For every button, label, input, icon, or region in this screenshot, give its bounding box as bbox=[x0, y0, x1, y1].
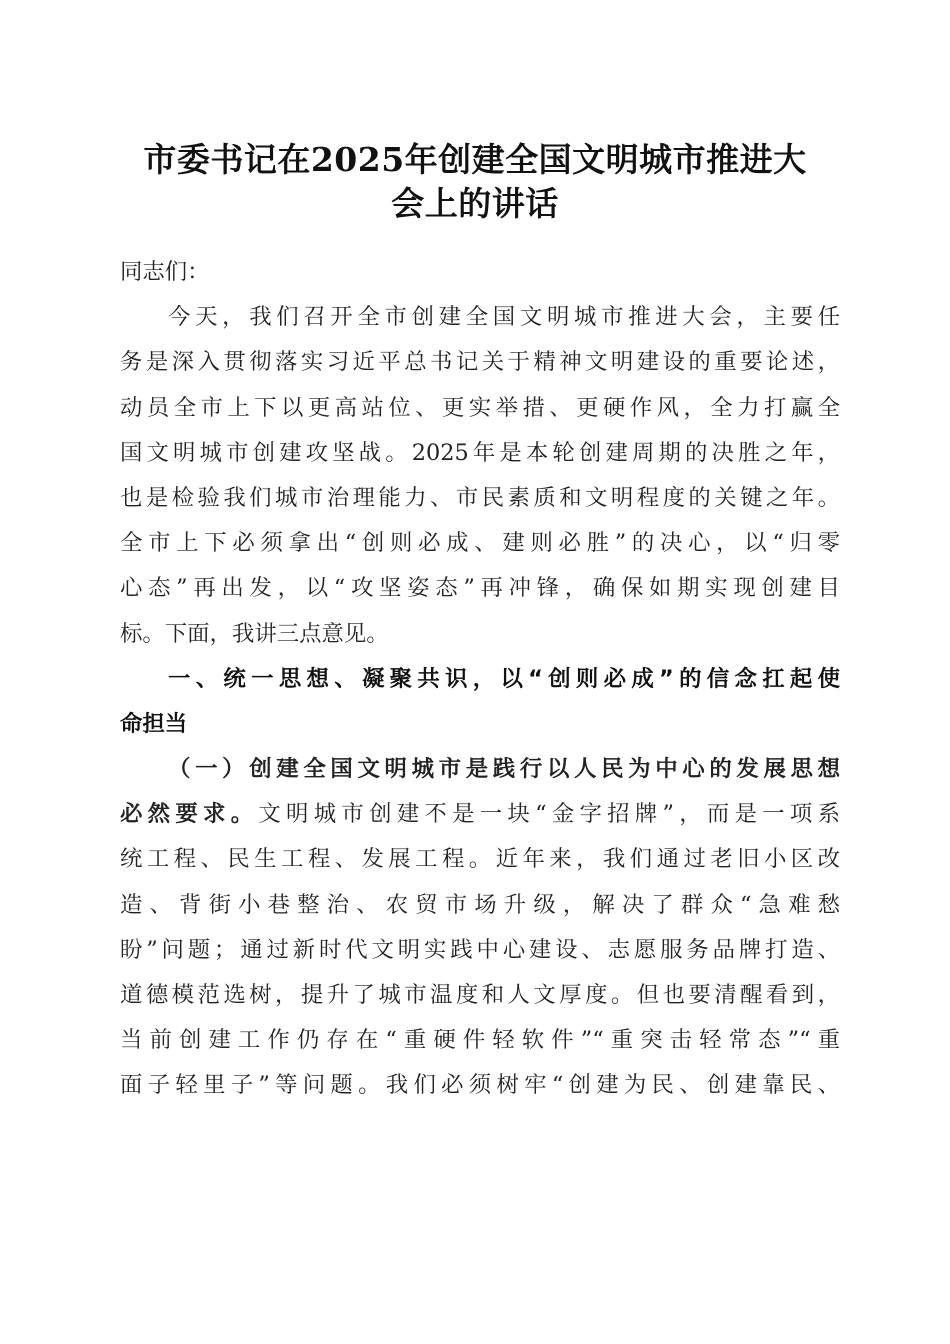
subsection-1-line-2 bbox=[120, 792, 840, 837]
intro-line-8: 标。下面，我讲三点意见。 bbox=[120, 620, 389, 647]
salutation: 同志们： bbox=[120, 259, 210, 285]
subsection-1-line-5: 盼”问题；通过新时代文明实践中心建设、志愿服务品牌打造、 bbox=[120, 936, 840, 963]
subsection-1-line-6: 道德模范选树，提升了城市温度和人文厚度。但也要清醒看到， bbox=[120, 982, 840, 1008]
subsection-1-line-7: 当前创建工作仍存在“重硬件轻软件”“重突击轻常态”“重 bbox=[120, 1027, 840, 1054]
subsection-1-line-4: 造、背街小巷整治、农贸市场升级，解决了群众“急难愁 bbox=[120, 891, 840, 918]
intro-line-4: 国文明城市创建攻坚战。2025年是本轮创建周期的决胜之年， bbox=[120, 439, 840, 466]
subsection-1-line-3: 统工程、民生工程、发展工程。近年来，我们通过老旧小区改 bbox=[120, 846, 840, 873]
title-line-1: 市委书记在2025年创建全国文明城市推进大 bbox=[143, 140, 807, 179]
section-1-heading-line-1: 一、统一思想、凝聚共识，以“创则必成”的信念扛起使 bbox=[168, 665, 840, 692]
subsection-1-heading-line-1: （一）创建全国文明城市是践行以人民为中心的发展思想 bbox=[168, 756, 840, 783]
subsection-1-line-2-text: 文明城市创建不是一块“金字招牌”，而是一项系 bbox=[258, 801, 840, 828]
title-line-2: 会上的讲话 bbox=[391, 184, 559, 223]
document-body bbox=[120, 250, 840, 1109]
intro-line-3: 动员全市上下以更高站位、更实举措、更硬作风，全力打赢全 bbox=[120, 394, 840, 421]
intro-line-7: 心态”再出发，以“攻坚姿态”再冲锋，确保如期实现创建目 bbox=[120, 575, 840, 602]
intro-line-5: 也是检验我们城市治理能力、市民素质和文明程度的关键之年。 bbox=[120, 484, 840, 511]
intro-line-2: 务是深入贯彻落实习近平总书记关于精神文明建设的重要论述， bbox=[120, 349, 840, 376]
section-1-heading-line-2: 命担当 bbox=[120, 710, 188, 737]
subsection-1-heading-end: 必然要求。 bbox=[120, 801, 259, 828]
intro-line-1: 今天，我们召开全市创建全国文明城市推进大会，主要任 bbox=[168, 304, 840, 331]
subsection-1-line-8: 面子轻里子”等问题。我们必须树牢“创建为民、创建靠民、 bbox=[120, 1072, 840, 1099]
document-title bbox=[100, 138, 850, 226]
intro-line-6: 全市上下必须拿出“创则必成、建则必胜”的决心，以“归零 bbox=[120, 530, 840, 557]
